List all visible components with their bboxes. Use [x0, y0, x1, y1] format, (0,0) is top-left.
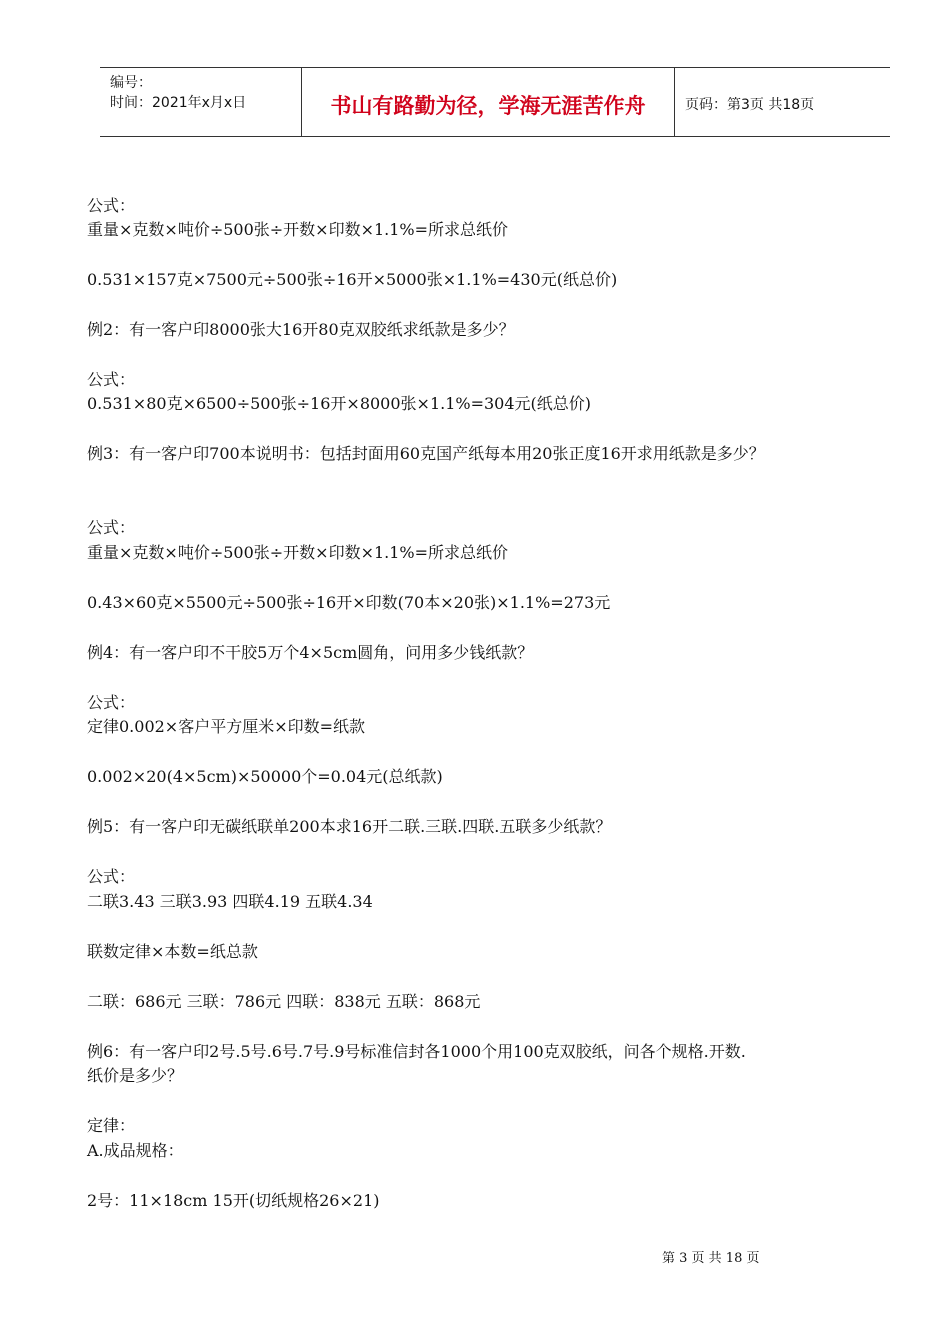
body-line: 0.531×80克×6500÷500张÷16开×8000张×1.1%=304元(纸总价)	[87, 394, 592, 413]
header-meta-cell	[100, 68, 302, 136]
header-motto-cell	[302, 68, 675, 136]
body-line: 公式：	[87, 370, 136, 389]
header-motto: 书山有路勤为径，学海无涯苦作舟	[330, 94, 646, 118]
body-line: 公式：	[87, 518, 136, 537]
body-line: 0.002×20(4×5cm)×50000个=0.04元(总纸款)	[87, 767, 443, 786]
body-line: 纸价是多少？	[87, 1066, 184, 1085]
example-heading: 例4：有一客户印不干胶5万个4×5cm圆角，问用多少钱纸款？	[87, 643, 534, 662]
body-line: 0.531×157克×7500元÷500张÷16开×5000张×1.1%=430元(纸总价)	[87, 270, 618, 289]
body-line: 重量×克数×吨价÷500张÷开数×印数×1.1%=所求总纸价	[87, 220, 509, 239]
document-time-label: 时间：2021年x月x日	[110, 95, 247, 111]
page-header	[100, 67, 890, 137]
body-line: 联数定律×本数=纸总款	[87, 942, 258, 961]
body-line: 公式：	[87, 867, 136, 886]
header-page-cell	[675, 68, 890, 136]
document-number-label: 编号：	[110, 75, 152, 91]
example-heading: 例3：有一客户印700本说明书：包括封面用60克国产纸每本用20张正度16开求用纸款是多少？	[87, 444, 765, 463]
example-heading: 例5：有一客户印无碳纸联单200本求16开二联.三联.四联.五联多少纸款？	[87, 817, 612, 836]
body-line: 二联3.43 三联3.93 四联4.19 五联4.34	[87, 892, 373, 911]
example-heading: 例2：有一客户印8000张大16开80克双胶纸求纸款是多少？	[87, 320, 515, 339]
body-line: 重量×克数×吨价÷500张÷开数×印数×1.1%=所求总纸价	[87, 543, 509, 562]
body-line: 定律0.002×客户平方厘米×印数=纸款	[87, 717, 366, 736]
body-line: 定律：	[87, 1116, 136, 1135]
body-line: 2号：11×18cm 15开(切纸规格26×21)	[87, 1191, 380, 1210]
body-line: 公式：	[87, 693, 136, 712]
body-line: 二联：686元 三联：786元 四联：838元 五联：868元	[87, 992, 481, 1011]
example-heading: 例6：有一客户印2号.5号.6号.7号.9号标准信封各1000个用100克双胶纸，问各个规格.开数.	[87, 1042, 746, 1061]
body-line: 公式：	[87, 196, 136, 215]
header-page-info: 页码：第3页 共18页	[685, 97, 815, 113]
body-line: 0.43×60克×5500元÷500张÷16开×印数(70本×20张)×1.1%=273元	[87, 593, 611, 612]
body-line: A.成品规格：	[87, 1141, 184, 1160]
page-footer: 第 3 页 共 18 页	[662, 1251, 760, 1266]
